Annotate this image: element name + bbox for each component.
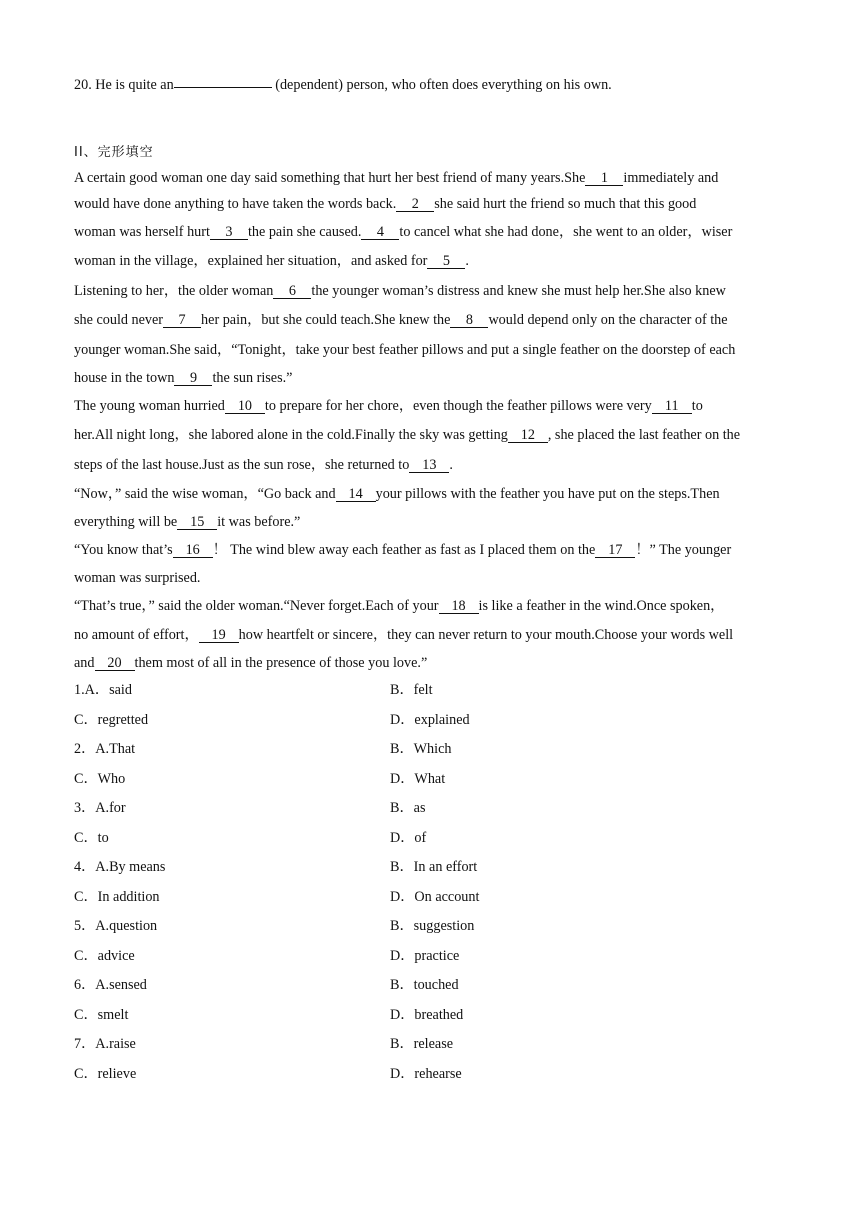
passage-line <box>74 223 732 241</box>
passage-line <box>74 282 726 300</box>
option-left: 1.A．said <box>74 682 132 698</box>
option-left: 7．A.raise <box>74 1036 136 1052</box>
passage-text: everything will be <box>74 514 178 530</box>
passage-text: , she placed the last feather on the <box>547 427 741 443</box>
option-left: 4．A.By means <box>74 859 166 875</box>
passage-line <box>74 485 720 503</box>
cloze-blank: 4 <box>361 223 399 241</box>
option-right: D．What <box>390 771 446 787</box>
passage-text: how heartfelt or sincere，they can never return to your mouth.Choose your words well <box>238 627 734 643</box>
passage-line <box>74 456 453 474</box>
passage-text: it was before.” <box>217 514 301 530</box>
passage-line <box>74 169 718 187</box>
passage-text: to prepare for her chore，even though the feather pillows were very <box>264 398 652 414</box>
cloze-blank: 12 <box>508 426 548 444</box>
passage-text: the younger woman’s distress and knew she must help her.She also knew <box>311 283 726 299</box>
cloze-blank: 11 <box>652 397 692 415</box>
passage-text: . <box>449 457 453 473</box>
cloze-blank: 19 <box>199 626 239 644</box>
passage-text: house in the town <box>74 370 175 386</box>
passage-text: to cancel what she had done，she went to an older，wiser <box>399 224 733 240</box>
passage-line <box>74 654 427 672</box>
option-left: 5．A.question <box>74 918 158 934</box>
passage-text: ！ The wind blew away each feather as fast as I placed them on the <box>212 542 596 558</box>
passage-text: ！” The younger <box>635 542 732 558</box>
option-left: C．to <box>74 830 109 846</box>
option-right: B．felt <box>390 682 433 698</box>
passage-text: would have done anything to have taken the words back. <box>74 196 397 212</box>
question-20-prefix: 20. He is quite an <box>74 77 174 93</box>
passage-line <box>74 397 703 415</box>
passage-text: the pain she caused. <box>247 224 362 240</box>
cloze-blank: 20 <box>95 654 135 672</box>
passage-text: woman in the village，explained her situation，and asked for <box>74 253 428 269</box>
option-left: C．smelt <box>74 1007 129 1023</box>
cloze-blank: 2 <box>396 195 434 213</box>
option-left: C．regretted <box>74 712 149 728</box>
option-right: D．explained <box>390 712 470 728</box>
passage-text: . <box>465 253 469 269</box>
option-right: B．suggestion <box>390 918 475 934</box>
cloze-blank: 13 <box>409 456 449 474</box>
passage-line <box>74 252 469 270</box>
option-right: B．Which <box>390 741 452 757</box>
passage-text: and <box>74 655 95 671</box>
option-right: D．practice <box>390 948 460 964</box>
passage-line <box>74 311 728 329</box>
passage-text: A certain good woman one day said something that hurt her best friend of many years.She <box>74 170 586 186</box>
passage-text: Listening to her，the older woman <box>74 283 274 299</box>
cloze-blank: 15 <box>177 513 217 531</box>
passage-text: your pillows with the feather you have put on the steps.Then <box>375 486 720 502</box>
passage-line <box>74 541 731 559</box>
option-left: C．Who <box>74 771 126 787</box>
option-right: D．On account <box>390 889 480 905</box>
cloze-blank: 9 <box>174 369 212 387</box>
passage-text: woman was herself hurt <box>74 224 210 240</box>
passage-line <box>74 597 724 615</box>
cloze-blank: 3 <box>210 223 248 241</box>
passage-text: her.All night long，she labored alone in the cold.Finally the sky was getting <box>74 427 508 443</box>
passage-text: “Now，” said the wise woman，“Go back and <box>74 486 336 502</box>
passage-line <box>74 626 733 644</box>
passage-text: no amount of effort， <box>74 627 199 643</box>
passage-text: steps of the last house.Just as the sun rose，she returned to <box>74 457 410 473</box>
option-right: D．breathed <box>390 1007 464 1023</box>
option-right: B．as <box>390 800 426 816</box>
cloze-blank: 7 <box>163 311 201 329</box>
passage-text: “You know that’s <box>74 542 173 558</box>
option-right: B．release <box>390 1036 454 1052</box>
option-left: 2．A.That <box>74 741 136 757</box>
passage-text: woman was surprised. <box>74 570 201 586</box>
option-right: B．In an effort <box>390 859 478 875</box>
passage-text: younger woman.She said，“Tonight，take your best feather pillows and put a single feather on the doorstep of each <box>74 342 736 358</box>
option-left: C．relieve <box>74 1066 137 1082</box>
section-title: II、完形填空 <box>74 145 154 160</box>
cloze-blank: 14 <box>336 485 376 503</box>
option-right: D．rehearse <box>390 1066 462 1082</box>
passage-line <box>74 195 696 213</box>
option-right: B．touched <box>390 977 459 993</box>
option-left: 3．A.for <box>74 800 126 816</box>
passage-text: the sun rises.” <box>212 370 293 386</box>
passage-text: to <box>691 398 703 414</box>
passage-text: immediately and <box>623 170 719 186</box>
passage-line <box>74 569 200 587</box>
passage-text: she could never <box>74 312 164 328</box>
passage-line <box>74 341 735 359</box>
cloze-blank: 6 <box>273 282 311 300</box>
cloze-blank: 8 <box>450 311 488 329</box>
passage-text: she said hurt the friend so much that this good <box>434 196 697 212</box>
cloze-blank: 18 <box>439 597 479 615</box>
cloze-blank: 10 <box>225 397 265 415</box>
passage-text: is like a feather in the wind.Once spoken， <box>478 598 725 614</box>
passage-text: The young woman hurried <box>74 398 225 414</box>
cloze-blank: 16 <box>173 541 213 559</box>
question-20-suffix: (dependent) person, who often does everything on his own. <box>271 77 612 93</box>
option-left: C．advice <box>74 948 135 964</box>
cloze-blank: 5 <box>427 252 465 270</box>
passage-line <box>74 513 300 531</box>
question-20 <box>74 76 612 94</box>
passage-text: “That’s true，” said the older woman.“Never forget.Each of your <box>74 598 439 614</box>
passage-text: her pain，but she could teach.She knew the <box>201 312 451 328</box>
passage-line <box>74 369 292 387</box>
option-left: C．In addition <box>74 889 160 905</box>
cloze-blank: 17 <box>595 541 635 559</box>
passage-line <box>74 426 740 444</box>
passage-text: them most of all in the presence of those you love.” <box>134 655 428 671</box>
option-right: D．of <box>390 830 427 846</box>
cloze-blank: 1 <box>585 169 623 187</box>
passage-text: would depend only on the character of the <box>488 312 728 328</box>
option-left: 6．A.sensed <box>74 977 147 993</box>
